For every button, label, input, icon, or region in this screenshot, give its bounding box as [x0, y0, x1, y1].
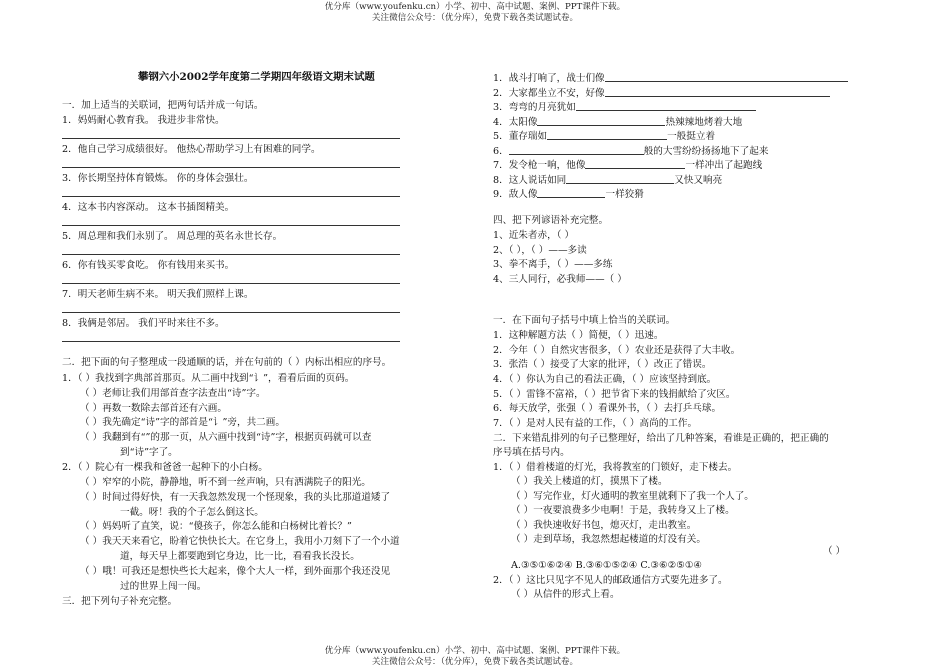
sec6-line: （ ）我快速收好书包，熄灭灯，走出教室。	[511, 520, 697, 531]
sec2-line: （ ）我先确定“诗”字的部首是“讠”旁，共二画。	[80, 417, 285, 428]
sec6-line: （ ）一夜要浪费多少电啊！于是，我转身又上了楼。	[511, 505, 735, 516]
fill-blank[interactable]	[605, 86, 830, 97]
sec3-item: 7．发令枪一响，他像 一样冲出了起跑线	[493, 160, 763, 171]
sec2-line: 1．（ ）我找到字典部首那页。从二画中找到“讠”，看看后面的页码。	[62, 373, 355, 384]
sec3-item: 1．战斗打响了，战士们像	[493, 71, 848, 85]
sec6-line: （ ）从信件的形式上看。	[511, 589, 620, 600]
page-footer	[0, 646, 950, 668]
sec6-line: （ ）走到草场，我忽然想起楼道的灯没有关。	[511, 534, 706, 545]
sec2-line: （ ）哦！可我还是想快些长大起来，像个大人一样，到外面那个我还没见	[80, 566, 391, 577]
footer-line-1: 优分库（www.youfenku.cn）小学、初中、高中试题、案例、PPT课件下载。	[324, 646, 626, 656]
sec6-heading: 二．下来错乱排列的句子已整理好，给出了几种答案，看谁是正确的，把正确的	[493, 433, 829, 444]
sec5-item: 4．（ ）你认为自己的看法正确，（ ）应该坚持到底。	[493, 374, 717, 385]
sec5-item: 5．（ ）雷锋不富裕，（ ）把节省下来的钱捐献给了灾区。	[493, 389, 736, 400]
sec1-item: 1．妈妈耐心教育我。 我进步非常快。	[62, 115, 225, 126]
sec2-line: （ ）时间过得好快，有一天我忽然发现一个怪现象，我的头比那道道矮了	[80, 492, 391, 503]
sec2-line: 2．（ ）院心有一棵我和爸爸一起种下的小白杨。	[62, 462, 268, 473]
sec6-line: （ ）我关上楼道的灯，摸黑下了楼。	[511, 476, 668, 487]
sec5-item: 6．每天放学，张强（ ）看课外书，（ ）去打乒乓球。	[493, 403, 722, 414]
answer-line[interactable]	[62, 225, 400, 226]
sec1-item: 6．你有钱买零食吃。 你有钱用来买书。	[62, 260, 235, 271]
answer-line[interactable]	[62, 138, 400, 139]
sec4-item: 1、近朱者赤，（ ）	[493, 230, 575, 241]
fill-blank[interactable]	[576, 100, 756, 111]
fill-blank[interactable]	[537, 115, 665, 126]
sec1-item: 3．你长期坚持体育锻炼。 你的身体会强壮。	[62, 173, 254, 184]
sec3-heading: 三．把下列句子补充完整。	[62, 596, 178, 607]
sec1-item: 2．他自己学习成绩很好。 他热心帮助学习上有困难的同学。	[62, 144, 321, 155]
sec6-line: （ ）写完作业，灯火通明的教室里就剩下了我一个人了。	[511, 491, 754, 502]
sec4-item: 2、（ ），（ ）——多读	[493, 245, 587, 256]
sec2-line: 到“诗”字了。	[120, 447, 178, 458]
sec3-item: 6． 般的大雪纷纷扬扬地下了起来	[493, 146, 769, 157]
sec5-item: 7．（ ）是对人民有益的工作，（ ）高尚的工作。	[493, 418, 698, 429]
sec4-item: 3、拳不离手，（ ）——多练	[493, 259, 613, 270]
answer-line[interactable]	[62, 283, 400, 284]
sec3-item: 9．敌人像 一样狡猾	[493, 189, 644, 200]
sec2-line: （ ）我翻到有“”的那一页，从六画中找到“诗”字，根据页码就可以查	[80, 432, 372, 443]
exam-title: 攀钢六小2002学年度第二学期四年级语文期末试题	[138, 71, 375, 83]
answer-line[interactable]	[62, 341, 400, 342]
sec3-item: 3．弯弯的月亮犹如	[493, 100, 756, 114]
answer-line[interactable]	[62, 312, 400, 313]
sec2-line: 一截。呀！我的个子怎么倒这长。	[120, 507, 264, 518]
sec1-item: 8．我俩是邻居。 我们平时来往不多。	[62, 318, 225, 329]
sec4-heading: 四、把下列谚语补充完整。	[493, 215, 609, 226]
sec2-line: （ ）妈妈听了直笑，说：“傻孩子，你怎么能和白杨树比着长？”	[80, 521, 352, 532]
sec5-item: 1．这种解题方法（ ）简便，（ ）迅速。	[493, 330, 664, 341]
fill-blank[interactable]	[547, 129, 667, 140]
sec3-item: 4．太阳像 热辣辣地烤着大地	[493, 117, 743, 128]
sec2-heading: 二．把下面的句子整理成一段通顺的话，并在句前的（ ）内标出相应的序号。	[62, 357, 392, 368]
sec6-line: 1．（ ）借着楼道的灯光，我将教室的门锁好，走下楼去。	[493, 462, 738, 473]
sec2-line: （ ）老师让我们用部首查字法查出“诗”字。	[80, 388, 266, 399]
fill-blank[interactable]	[585, 158, 685, 169]
answer-paren[interactable]: （ ）	[823, 546, 846, 557]
sec2-line: 过的世界上闯一闯。	[120, 581, 207, 592]
footer-line-2: 关注微信公众号：（优分库），免费下载各类试题试卷。	[371, 657, 579, 667]
sec2-line: （ ）再数一数除去部首还有六画。	[80, 403, 227, 414]
sec1-item: 5．周总理和我们永别了。 周总理的英名永世长存。	[62, 231, 283, 242]
sec1-item: 4．这本书内容深动。 这本书插图精美。	[62, 202, 235, 213]
fill-blank[interactable]	[566, 173, 674, 184]
fill-blank[interactable]	[537, 187, 605, 198]
sec5-item: 2．今年（ ）自然灾害很多，（ ）农业还是获得了大丰收。	[493, 345, 741, 356]
sec2-line: （ ）我天天来看它，盼着它快快长大。在它身上，我用小刀刻下了一个小道	[80, 536, 400, 547]
sec5-item: 3．张浩（ ）接受了大家的批评，（ ）改正了错误。	[493, 359, 712, 370]
sec3-item: 5．董存瑞如 一般挺立着	[493, 131, 716, 142]
answer-line[interactable]	[62, 167, 400, 168]
header-line-2: 关注微信公众号：（优分库），免费下载各类试题试卷。	[371, 13, 579, 23]
sec6-line: 2．（ ）这比只见字不见人的邮政通信方式要先进多了。	[493, 575, 728, 586]
answer-options: A.③⑤①⑥②④ B.③⑥①⑤②④ C.③⑥②⑤①④	[511, 560, 703, 571]
sec3-item: 2．大家都坐立不安，好像	[493, 86, 830, 100]
sec1-heading: 一．加上适当的关联词，把两句话并成一句话。	[62, 100, 264, 111]
sec5-heading: 一．在下面句子括号中填上恰当的关联词。	[493, 315, 676, 326]
sec3-item: 8．这人说话如同 又快又响亮	[493, 175, 723, 186]
sec2-line: 道，每天早上都要跑到它身边，比一比，看看我长没长。	[120, 551, 360, 562]
sec6-heading-cont: 序号填在括号内。	[493, 447, 570, 458]
fill-blank[interactable]	[605, 71, 848, 82]
answer-line[interactable]	[62, 196, 400, 197]
fill-blank[interactable]	[509, 144, 644, 155]
header-line-1: 优分库（www.youfenku.cn）小学、初中、高中试题、案例、PPT课件下载。	[324, 2, 626, 12]
page-header	[0, 2, 950, 24]
sec2-line: （ ）窄窄的小院，静静地，听不到一丝声响，只有洒满院子的阳光。	[80, 477, 371, 488]
answer-line[interactable]	[62, 254, 400, 255]
sec1-item: 7．明天老师生病不来。 明天我们照样上课。	[62, 289, 254, 300]
sec4-item: 4、三人同行，必我师——（ ）	[493, 274, 627, 285]
